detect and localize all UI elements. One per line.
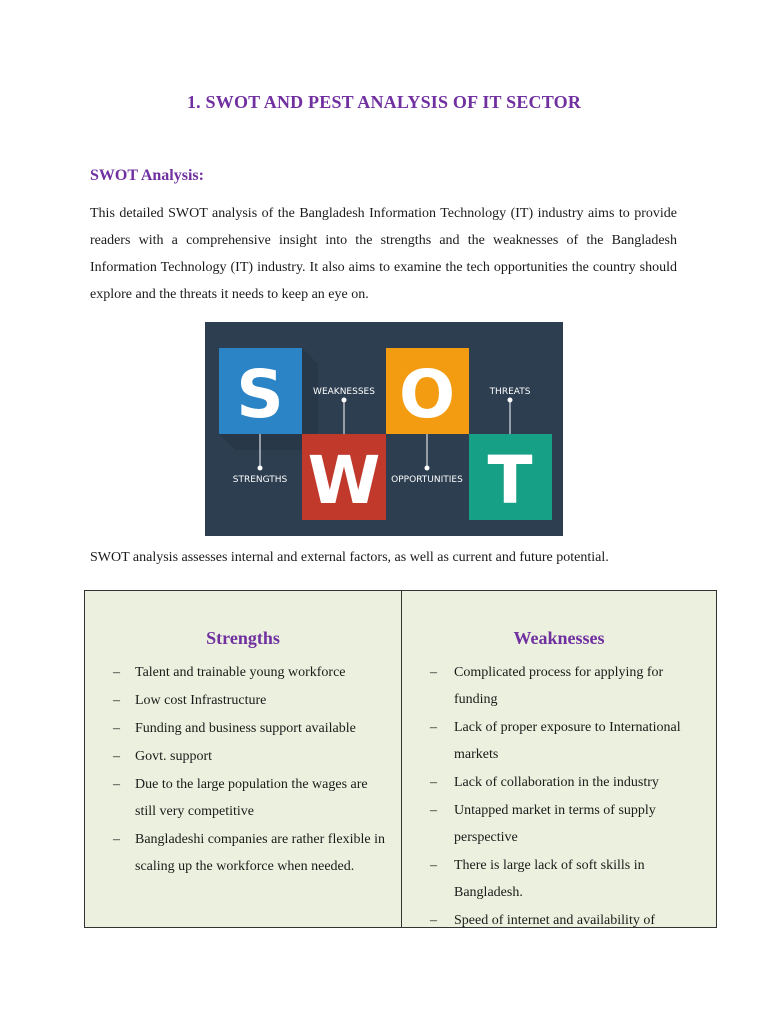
list-item: – There is large lack of soft skills in Bangladesh. <box>430 858 645 900</box>
list-item: – Lack of collaboration in the industry <box>430 775 659 790</box>
list-item: – Complicated process for applying for funding <box>430 665 664 707</box>
list-item: – Due to the large population the wages are still very competitive <box>113 777 368 819</box>
strengths-column <box>85 591 402 927</box>
page-title: 1. SWOT AND PEST ANALYSIS OF IT SECTOR <box>186 92 582 112</box>
list-item: – Untapped market in terms of supply perspective <box>430 803 656 845</box>
strengths-title: Strengths <box>206 628 280 648</box>
figure-caption: SWOT analysis assesses internal and external factors, as well as current and future potential. <box>90 550 609 565</box>
list-item: – Talent and trainable young workforce <box>113 665 346 680</box>
weaknesses-title: Weaknesses <box>513 628 605 648</box>
intro-paragraph: This detailed SWOT analysis of the Bangladesh Information Technology (IT) industry aims to provide readers with a comprehensive insight into the strengths and the weaknesses of the Bangladesh Information Technology (IT) industry. It also aims to examine the tech opportunities the country should explore and the threats it needs to keep an eye on. <box>90 206 677 302</box>
threats-label: THREATS <box>489 387 531 397</box>
section-heading: SWOT Analysis: <box>90 167 204 184</box>
list-item: – Lack of proper exposure to International markets <box>430 720 681 762</box>
swot-table <box>84 590 717 928</box>
list-item: – Bangladeshi companies are rather flexible in scaling up the workforce when needed. <box>113 832 385 874</box>
weaknesses-list <box>402 659 716 927</box>
t-letter: T <box>487 442 533 519</box>
w-letter: W <box>307 442 381 519</box>
weaknesses-label: WEAKNESSES <box>313 387 375 397</box>
s-letter: S <box>236 356 284 433</box>
strengths-label: STRENGTHS <box>232 475 288 485</box>
list-item: – Speed of internet and availability of <box>430 913 655 927</box>
opportunities-label: OPPORTUNITIES <box>391 475 463 485</box>
list-item: – Low cost Infrastructure <box>113 693 267 708</box>
o-letter: O <box>398 356 456 433</box>
swot-figure <box>205 322 563 536</box>
list-item: – Govt. support <box>113 749 212 764</box>
weaknesses-column <box>402 591 716 927</box>
strengths-list <box>85 659 401 880</box>
list-item: – Funding and business support available <box>113 721 356 736</box>
